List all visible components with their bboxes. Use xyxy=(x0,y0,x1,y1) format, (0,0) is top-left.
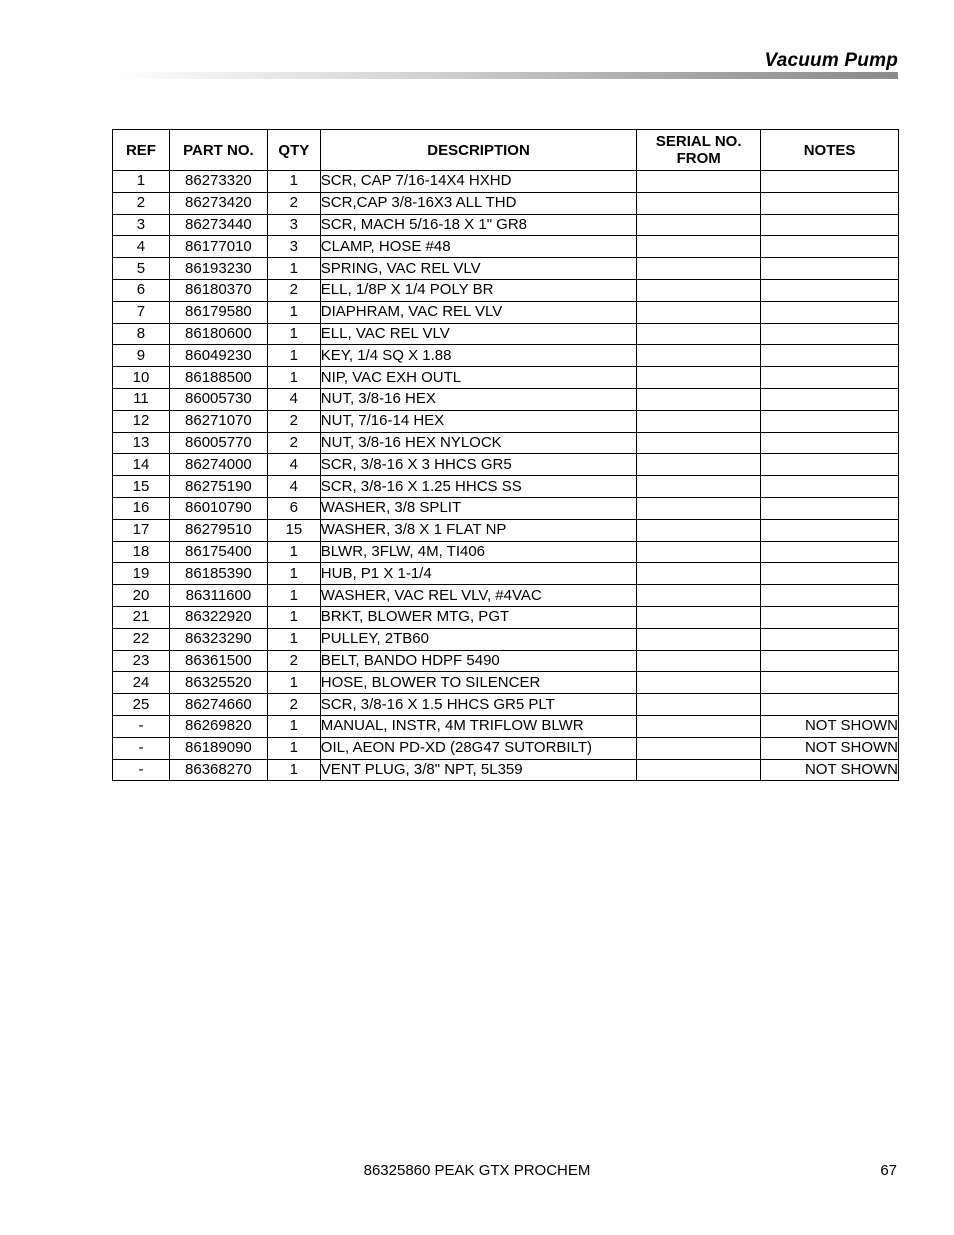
header-rule xyxy=(110,72,898,79)
cell-description: ELL, 1/8P X 1/4 POLY BR xyxy=(320,279,637,301)
cell-notes xyxy=(761,454,899,476)
cell-ref: 7 xyxy=(113,301,170,323)
cell-qty: 4 xyxy=(267,454,320,476)
cell-ref: 19 xyxy=(113,563,170,585)
table-row xyxy=(113,563,899,585)
cell-description: HUB, P1 X 1-1/4 xyxy=(320,563,637,585)
table-row xyxy=(113,476,899,498)
cell-ref: 20 xyxy=(113,585,170,607)
table-row xyxy=(113,650,899,672)
cell-qty: 15 xyxy=(267,519,320,541)
cell-part-no: 86273420 xyxy=(169,192,267,214)
cell-serial-no xyxy=(637,672,761,694)
cell-part-no: 86274660 xyxy=(169,694,267,716)
cell-ref: 1 xyxy=(113,171,170,193)
cell-part-no: 86175400 xyxy=(169,541,267,563)
cell-description: OIL, AEON PD-XD (28G47 SUTORBILT) xyxy=(320,737,637,759)
cell-ref: 17 xyxy=(113,519,170,541)
cell-description: ELL, VAC REL VLV xyxy=(320,323,637,345)
cell-serial-no xyxy=(637,301,761,323)
cell-notes xyxy=(761,192,899,214)
cell-part-no: 86368270 xyxy=(169,759,267,781)
cell-serial-no xyxy=(637,323,761,345)
cell-description: NUT, 3/8-16 HEX xyxy=(320,388,637,410)
cell-serial-no xyxy=(637,759,761,781)
table-row xyxy=(113,519,899,541)
cell-description: PULLEY, 2TB60 xyxy=(320,628,637,650)
cell-description: SCR, 3/8-16 X 1.25 HHCS SS xyxy=(320,476,637,498)
cell-part-no: 86010790 xyxy=(169,497,267,519)
cell-notes xyxy=(761,388,899,410)
cell-notes xyxy=(761,171,899,193)
cell-part-no: 86049230 xyxy=(169,345,267,367)
cell-serial-no xyxy=(637,650,761,672)
cell-notes: NOT SHOWN xyxy=(761,737,899,759)
cell-qty: 1 xyxy=(267,737,320,759)
cell-serial-no xyxy=(637,454,761,476)
table-row xyxy=(113,301,899,323)
page-number: 67 xyxy=(880,1162,897,1179)
table-row xyxy=(113,367,899,389)
cell-ref: 14 xyxy=(113,454,170,476)
cell-ref: 16 xyxy=(113,497,170,519)
cell-qty: 1 xyxy=(267,345,320,367)
cell-serial-no xyxy=(637,628,761,650)
cell-qty: 3 xyxy=(267,236,320,258)
cell-qty: 6 xyxy=(267,497,320,519)
table-row xyxy=(113,345,899,367)
cell-serial-no xyxy=(637,214,761,236)
table-row xyxy=(113,672,899,694)
table-row xyxy=(113,694,899,716)
cell-notes xyxy=(761,541,899,563)
cell-notes xyxy=(761,476,899,498)
cell-description: DIAPHRAM, VAC REL VLV xyxy=(320,301,637,323)
cell-notes xyxy=(761,650,899,672)
cell-description: WASHER, 3/8 SPLIT xyxy=(320,497,637,519)
cell-ref: 15 xyxy=(113,476,170,498)
cell-serial-no xyxy=(637,563,761,585)
table-row xyxy=(113,410,899,432)
table-row xyxy=(113,432,899,454)
cell-part-no: 86273440 xyxy=(169,214,267,236)
cell-notes xyxy=(761,367,899,389)
cell-qty: 1 xyxy=(267,367,320,389)
cell-notes xyxy=(761,694,899,716)
cell-ref: 4 xyxy=(113,236,170,258)
col-header-qty: QTY xyxy=(267,130,320,171)
cell-serial-no xyxy=(637,606,761,628)
cell-ref: 25 xyxy=(113,694,170,716)
cell-part-no: 86005730 xyxy=(169,388,267,410)
cell-ref: 21 xyxy=(113,606,170,628)
cell-qty: 1 xyxy=(267,563,320,585)
table-row xyxy=(113,454,899,476)
cell-serial-no xyxy=(637,737,761,759)
cell-description: SPRING, VAC REL VLV xyxy=(320,258,637,280)
cell-ref: 24 xyxy=(113,672,170,694)
table-row xyxy=(113,192,899,214)
cell-serial-no xyxy=(637,541,761,563)
table-row xyxy=(113,628,899,650)
cell-ref: - xyxy=(113,759,170,781)
cell-qty: 1 xyxy=(267,585,320,607)
table-row xyxy=(113,258,899,280)
table-row xyxy=(113,585,899,607)
cell-serial-no xyxy=(637,171,761,193)
cell-qty: 1 xyxy=(267,301,320,323)
cell-ref: 5 xyxy=(113,258,170,280)
cell-serial-no xyxy=(637,432,761,454)
cell-ref: 6 xyxy=(113,279,170,301)
cell-notes xyxy=(761,301,899,323)
cell-serial-no xyxy=(637,715,761,737)
table-row xyxy=(113,279,899,301)
cell-description: VENT PLUG, 3/8" NPT, 5L359 xyxy=(320,759,637,781)
cell-qty: 2 xyxy=(267,192,320,214)
cell-description: WASHER, VAC REL VLV, #4VAC xyxy=(320,585,637,607)
cell-part-no: 86311600 xyxy=(169,585,267,607)
cell-part-no: 86185390 xyxy=(169,563,267,585)
cell-ref: 10 xyxy=(113,367,170,389)
cell-description: BLWR, 3FLW, 4M, TI406 xyxy=(320,541,637,563)
cell-description: NIP, VAC EXH OUTL xyxy=(320,367,637,389)
cell-ref: 8 xyxy=(113,323,170,345)
cell-part-no: 86179580 xyxy=(169,301,267,323)
col-header-part-no: PART NO. xyxy=(169,130,267,171)
cell-part-no: 86189090 xyxy=(169,737,267,759)
cell-ref: - xyxy=(113,737,170,759)
cell-notes xyxy=(761,606,899,628)
cell-part-no: 86193230 xyxy=(169,258,267,280)
cell-description: WASHER, 3/8 X 1 FLAT NP xyxy=(320,519,637,541)
cell-notes xyxy=(761,672,899,694)
cell-ref: 9 xyxy=(113,345,170,367)
cell-part-no: 86325520 xyxy=(169,672,267,694)
cell-qty: 2 xyxy=(267,694,320,716)
col-header-serial-no: SERIAL NO. FROM xyxy=(637,130,761,171)
cell-description: SCR, MACH 5/16-18 X 1" GR8 xyxy=(320,214,637,236)
table-row xyxy=(113,541,899,563)
cell-description: NUT, 3/8-16 HEX NYLOCK xyxy=(320,432,637,454)
cell-qty: 2 xyxy=(267,650,320,672)
cell-serial-no xyxy=(637,694,761,716)
cell-qty: 1 xyxy=(267,258,320,280)
cell-description: BRKT, BLOWER MTG, PGT xyxy=(320,606,637,628)
table-row xyxy=(113,236,899,258)
cell-notes xyxy=(761,585,899,607)
cell-serial-no xyxy=(637,519,761,541)
col-header-description: DESCRIPTION xyxy=(320,130,637,171)
cell-qty: 1 xyxy=(267,606,320,628)
cell-qty: 1 xyxy=(267,672,320,694)
cell-description: MANUAL, INSTR, 4M TRIFLOW BLWR xyxy=(320,715,637,737)
cell-ref: 23 xyxy=(113,650,170,672)
cell-part-no: 86323290 xyxy=(169,628,267,650)
cell-qty: 4 xyxy=(267,388,320,410)
page-title: Vacuum Pump xyxy=(764,50,898,71)
cell-notes xyxy=(761,519,899,541)
cell-part-no: 86180370 xyxy=(169,279,267,301)
cell-notes xyxy=(761,410,899,432)
cell-notes xyxy=(761,258,899,280)
cell-notes xyxy=(761,432,899,454)
cell-description: SCR, 3/8-16 X 1.5 HHCS GR5 PLT xyxy=(320,694,637,716)
cell-ref: 3 xyxy=(113,214,170,236)
cell-serial-no xyxy=(637,410,761,432)
cell-qty: 3 xyxy=(267,214,320,236)
cell-part-no: 86275190 xyxy=(169,476,267,498)
table-row xyxy=(113,759,899,781)
cell-serial-no xyxy=(637,367,761,389)
col-header-notes: NOTES xyxy=(761,130,899,171)
cell-description: KEY, 1/4 SQ X 1.88 xyxy=(320,345,637,367)
cell-qty: 2 xyxy=(267,410,320,432)
cell-ref: 11 xyxy=(113,388,170,410)
parts-table xyxy=(112,129,899,781)
cell-qty: 1 xyxy=(267,541,320,563)
table-body xyxy=(113,171,899,781)
cell-serial-no xyxy=(637,258,761,280)
table-header-row xyxy=(113,130,899,171)
col-header-ref: REF xyxy=(113,130,170,171)
table-row xyxy=(113,715,899,737)
table-row xyxy=(113,497,899,519)
cell-qty: 1 xyxy=(267,323,320,345)
cell-notes xyxy=(761,236,899,258)
cell-notes: NOT SHOWN xyxy=(761,715,899,737)
table-row xyxy=(113,171,899,193)
table-row xyxy=(113,214,899,236)
cell-serial-no xyxy=(637,388,761,410)
cell-part-no: 86322920 xyxy=(169,606,267,628)
cell-part-no: 86180600 xyxy=(169,323,267,345)
cell-description: SCR, 3/8-16 X 3 HHCS GR5 xyxy=(320,454,637,476)
cell-serial-no xyxy=(637,192,761,214)
cell-description: SCR, CAP 7/16-14X4 HXHD xyxy=(320,171,637,193)
table-row xyxy=(113,737,899,759)
cell-qty: 4 xyxy=(267,476,320,498)
cell-notes xyxy=(761,214,899,236)
cell-part-no: 86274000 xyxy=(169,454,267,476)
cell-qty: 1 xyxy=(267,171,320,193)
cell-serial-no xyxy=(637,279,761,301)
cell-qty: 2 xyxy=(267,279,320,301)
cell-ref: - xyxy=(113,715,170,737)
cell-description: HOSE, BLOWER TO SILENCER xyxy=(320,672,637,694)
cell-notes xyxy=(761,279,899,301)
cell-description: SCR,CAP 3/8-16X3 ALL THD xyxy=(320,192,637,214)
cell-ref: 2 xyxy=(113,192,170,214)
table-row xyxy=(113,323,899,345)
cell-description: BELT, BANDO HDPF 5490 xyxy=(320,650,637,672)
cell-notes xyxy=(761,628,899,650)
cell-serial-no xyxy=(637,585,761,607)
cell-serial-no xyxy=(637,497,761,519)
cell-part-no: 86005770 xyxy=(169,432,267,454)
cell-ref: 12 xyxy=(113,410,170,432)
cell-serial-no xyxy=(637,476,761,498)
cell-description: NUT, 7/16-14 HEX xyxy=(320,410,637,432)
cell-part-no: 86269820 xyxy=(169,715,267,737)
cell-part-no: 86177010 xyxy=(169,236,267,258)
cell-qty: 1 xyxy=(267,715,320,737)
cell-ref: 18 xyxy=(113,541,170,563)
table-row xyxy=(113,388,899,410)
cell-part-no: 86188500 xyxy=(169,367,267,389)
cell-ref: 13 xyxy=(113,432,170,454)
cell-qty: 1 xyxy=(267,628,320,650)
footer-document-id: 86325860 PEAK GTX PROCHEM xyxy=(363,1162,591,1179)
cell-notes xyxy=(761,497,899,519)
cell-serial-no xyxy=(637,345,761,367)
cell-description: CLAMP, HOSE #48 xyxy=(320,236,637,258)
table-row xyxy=(113,606,899,628)
cell-serial-no xyxy=(637,236,761,258)
cell-part-no: 86361500 xyxy=(169,650,267,672)
cell-notes xyxy=(761,563,899,585)
cell-notes xyxy=(761,323,899,345)
cell-part-no: 86271070 xyxy=(169,410,267,432)
cell-part-no: 86279510 xyxy=(169,519,267,541)
cell-ref: 22 xyxy=(113,628,170,650)
cell-qty: 1 xyxy=(267,759,320,781)
cell-qty: 2 xyxy=(267,432,320,454)
cell-notes: NOT SHOWN xyxy=(761,759,899,781)
cell-part-no: 86273320 xyxy=(169,171,267,193)
cell-notes xyxy=(761,345,899,367)
